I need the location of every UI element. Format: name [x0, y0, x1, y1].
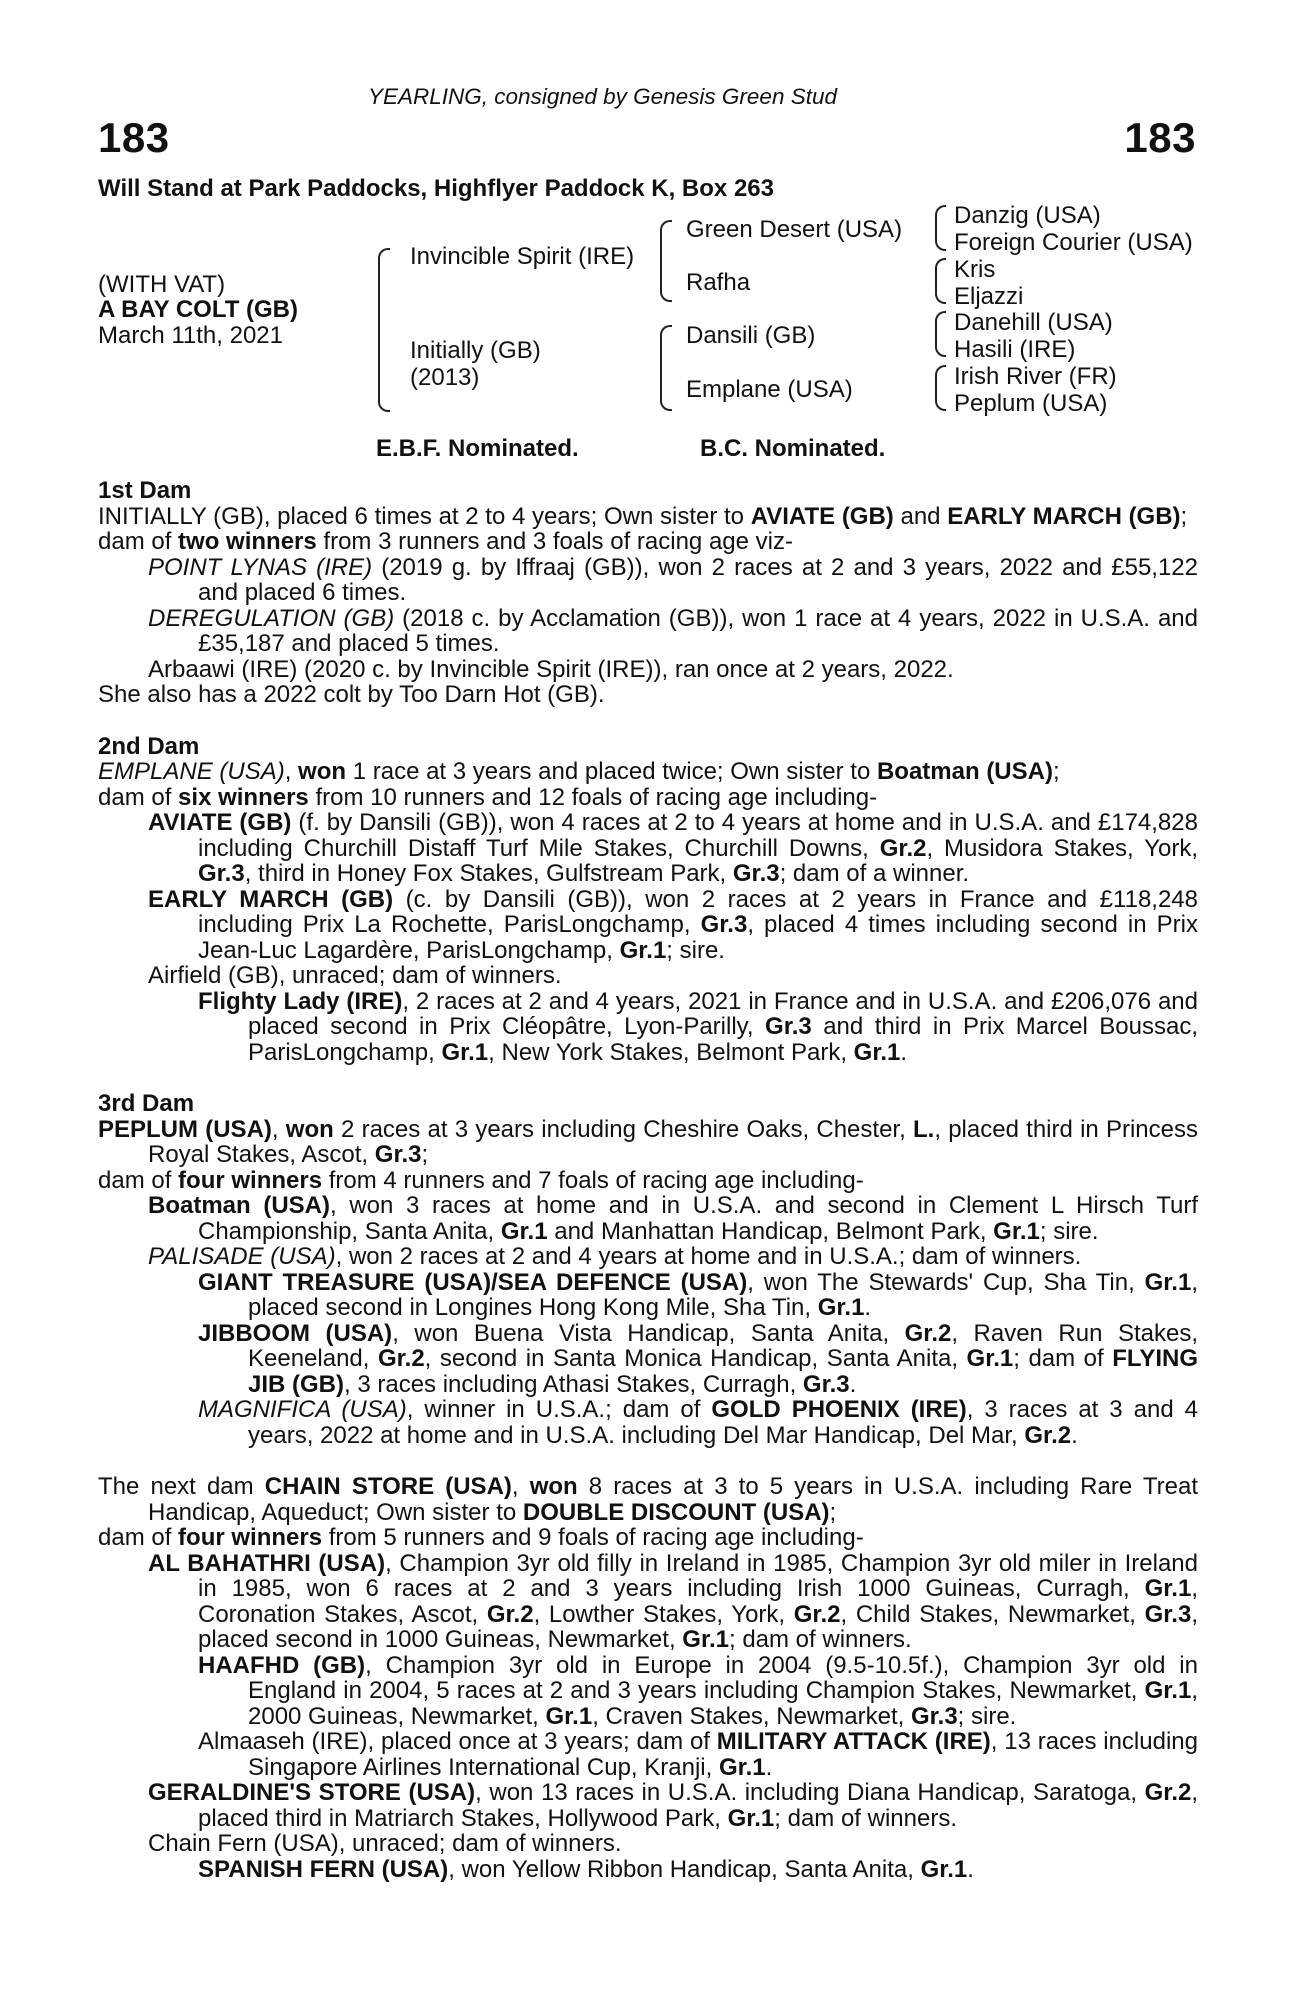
family-section [98, 1091, 1198, 1448]
entry-line: dam of four winners from 5 runners and 9 foals of racing age including- [98, 1524, 864, 1551]
entry-line: Arbaawi (IRE) (2020 c. by Invincible Spirit (IRE)), ran once at 2 years, 2022. [148, 655, 954, 683]
pedigree-brace-dd [935, 365, 946, 411]
entry-line: AL BAHATHRI (USA), Champion 3yr old filly in Ireland in 1985, Champion 3yr old miler in Ireland in 1985, won 6 races at 2 and 3 years including Irish 1000 Guineas, Curragh, Gr.1, Coronation Stakes, Ascot, Gr.2, Lowther Stakes, York, Gr.2, Child Stakes, Newmarket, Gr.3, placed second in 1000 Guineas, Newmarket, Gr.1; dam of winners. [148, 1549, 1198, 1653]
pedigree-dss: Danehill (USA) [954, 309, 1113, 336]
entry-line: Flighty Lady (IRE), 2 races at 2 and 4 years, 2021 in France and in U.S.A. and £206,076 and placed second in Prix Cléopâtre, Lyon-Parilly, Gr.3 and third in Prix Marcel Boussac, ParisLongchamp, Gr.1, New York Stakes, Belmont Park, Gr.1. [198, 987, 1199, 1066]
entry-line: MAGNIFICA (USA), winner in U.S.A.; dam of GOLD PHOENIX (IRE), 3 races at 3 and 4 years, 2022 at home and in U.S.A. including Del Mar Handicap, Del Mar, Gr.2. [198, 1396, 1198, 1449]
entry-line: dam of two winners from 3 runners and 3 foals of racing age viz- [98, 528, 793, 555]
pedigree-ssd: Foreign Courier (USA) [954, 229, 1193, 256]
pedigree-brace-ss [935, 205, 946, 251]
entry-line: JIBBOOM (USA), won Buena Vista Handicap, Santa Anita, Gr.2, Raven Run Stakes, Keeneland, Gr.2, second in Santa Monica Handicap, Santa Anita, Gr.1; dam of FLYING JIB (GB), 3 races including Athasi Stakes, Curragh, Gr.3. [198, 1319, 1198, 1398]
pedigree-sire-dam: Rafha [686, 269, 751, 296]
entry-line: PEPLUM (USA), won 2 races at 3 years including Cheshire Oaks, Chester, L., placed third in Princess Royal Stakes, Ascot, Gr.3; [98, 1115, 1198, 1168]
pedigree-sdd: Eljazzi [954, 283, 1024, 310]
pedigree-dam: Initially (GB) [410, 337, 541, 364]
entry-line: POINT LYNAS (IRE) (2019 g. by Iffraaj (GB)), won 2 races at 2 and 3 years, 2022 and £55,122 and placed 6 times. [148, 553, 1199, 606]
vat-note: (WITH VAT) [98, 271, 226, 298]
entry-line: She also has a 2022 colt by Too Darn Hot (GB). [98, 681, 605, 708]
pedigree-sire-sire: Green Desert (USA) [686, 216, 903, 243]
pedigree-dsd: Hasili (IRE) [954, 336, 1076, 363]
entry-line: Boatman (USA), won 3 races at home and in U.S.A. and second in Clement L Hirsch Turf Championship, Santa Anita, Gr.1 and Manhattan Handicap, Belmont Park, Gr.1; sire. [148, 1192, 1198, 1245]
family-section [98, 1474, 1198, 1882]
pedigree-brace-sire [660, 220, 672, 302]
lot-number-left: 183 [98, 114, 170, 161]
pedigree-brace-ds [935, 311, 946, 357]
entry-line: dam of four winners from 4 runners and 7 foals of racing age including- [98, 1166, 864, 1194]
entry-line: INITIALLY (GB), placed 6 times at 2 to 4 years; Own sister to AVIATE (GB) and EARLY MARCH (GB); [98, 502, 1188, 530]
pedigree-brace-sd [935, 258, 946, 304]
entry-line: Almaaseh (IRE), placed once at 3 years; dam of MILITARY ATTACK (IRE), 13 races including Singapore Airlines International Cup, Kranji, Gr.1. [198, 1728, 1198, 1781]
lot-number-right: 183 [1124, 114, 1196, 161]
entry-line: GIANT TREASURE (USA)/SEA DEFENCE (USA), won The Stewards' Cup, Sha Tin, Gr.1, placed second in Longines Hong Kong Mile, Sha Tin, Gr.1. [198, 1268, 1198, 1321]
entry-line: DEREGULATION (GB) (2018 c. by Acclamation (GB)), won 1 race at 4 years, 2022 in U.S.A. and £35,187 and placed 5 times. [148, 604, 1198, 657]
bc-nomination: B.C. Nominated. [700, 435, 886, 462]
entry-line: The next dam CHAIN STORE (USA), won 8 races at 3 to 5 years in U.S.A. including Rare Treat Handicap, Aqueduct; Own sister to DOUBLE DISCOUNT (USA); [98, 1473, 1198, 1526]
section-title: 1st Dam [98, 477, 192, 504]
consignor-line: YEARLING, consigned by Genesis Green Stud [368, 84, 837, 109]
entry-line: HAAFHD (GB), Champion 3yr old in Europe in 2004 (9.5-10.5f.), Champion 3yr old in England in 2004, 5 races at 2 and 3 years including Champion Stakes, Newmarket, Gr.1, 2000 Guineas, Newmarket, Gr.1, Craven Stakes, Newmarket, Gr.3; sire. [198, 1651, 1198, 1730]
entry-line: Chain Fern (USA), unraced; dam of winners. [148, 1830, 622, 1857]
section-title: 2nd Dam [98, 732, 200, 760]
pedigree-dam-year: (2013) [410, 364, 480, 391]
entry-line: EARLY MARCH (GB) (c. by Dansili (GB)), won 2 races at 2 years in France and £118,248 including Prix La Rochette, ParisLongchamp, Gr.3, placed 4 times including second in Prix Jean-Luc Lagardère, ParisLongchamp, Gr.1; sire. [148, 885, 1199, 964]
entry-line: EMPLANE (USA), won 1 race at 3 years and placed twice; Own sister to Boatman (USA); [98, 758, 1060, 785]
horse-name: A BAY COLT (GB) [98, 296, 299, 323]
entry-line: GERALDINE'S STORE (USA), won 13 races in U.S.A. including Diana Handicap, Saratoga, Gr.2, placed third in Matriarch Stakes, Hollywood Park, Gr.1; dam of winners. [148, 1779, 1199, 1832]
ebf-nomination: E.B.F. Nominated. [376, 435, 579, 462]
section-title: 3rd Dam [98, 1090, 195, 1117]
pedigree-sss: Danzig (USA) [954, 202, 1101, 229]
pedigree-dam-sire: Dansili (GB) [686, 322, 816, 349]
pedigree-dam-dam: Emplane (USA) [686, 376, 853, 403]
pedigree-brace-dam [660, 325, 672, 411]
entry-line: SPANISH FERN (USA), won Yellow Ribbon Handicap, Santa Anita, Gr.1. [198, 1855, 974, 1883]
pedigree-sds: Kris [954, 256, 996, 283]
family-section [98, 478, 1198, 708]
entry-line: dam of six winners from 10 runners and 12 foals of racing age including- [98, 783, 878, 811]
pedigree-dds: Irish River (FR) [954, 363, 1117, 390]
pedigree-ddd: Peplum (USA) [954, 390, 1108, 417]
entry-line: PALISADE (USA), won 2 races at 2 and 4 years at home and in U.S.A.; dam of winners. [148, 1243, 1082, 1270]
entry-line: Airfield (GB), unraced; dam of winners. [148, 962, 562, 989]
catalogue-body [98, 478, 1198, 1882]
entry-line: AVIATE (GB) (f. by Dansili (GB)), won 4 races at 2 to 4 years at home and in U.S.A. and £174,828 including Churchill Distaff Turf Mile Stakes, Churchill Downs, Gr.2, Musidora Stakes, York, Gr.3, third in Honey Fox Stakes, Gulfstream Park, Gr.3; dam of a winner. [148, 809, 1198, 887]
pedigree-brace-main [378, 248, 390, 412]
family-section [98, 734, 1198, 1066]
pedigree-sire: Invincible Spirit (IRE) [410, 243, 635, 270]
foaling-date: March 11th, 2021 [98, 322, 284, 349]
location-line: Will Stand at Park Paddocks, Highflyer Paddock K, Box 263 [98, 175, 774, 202]
